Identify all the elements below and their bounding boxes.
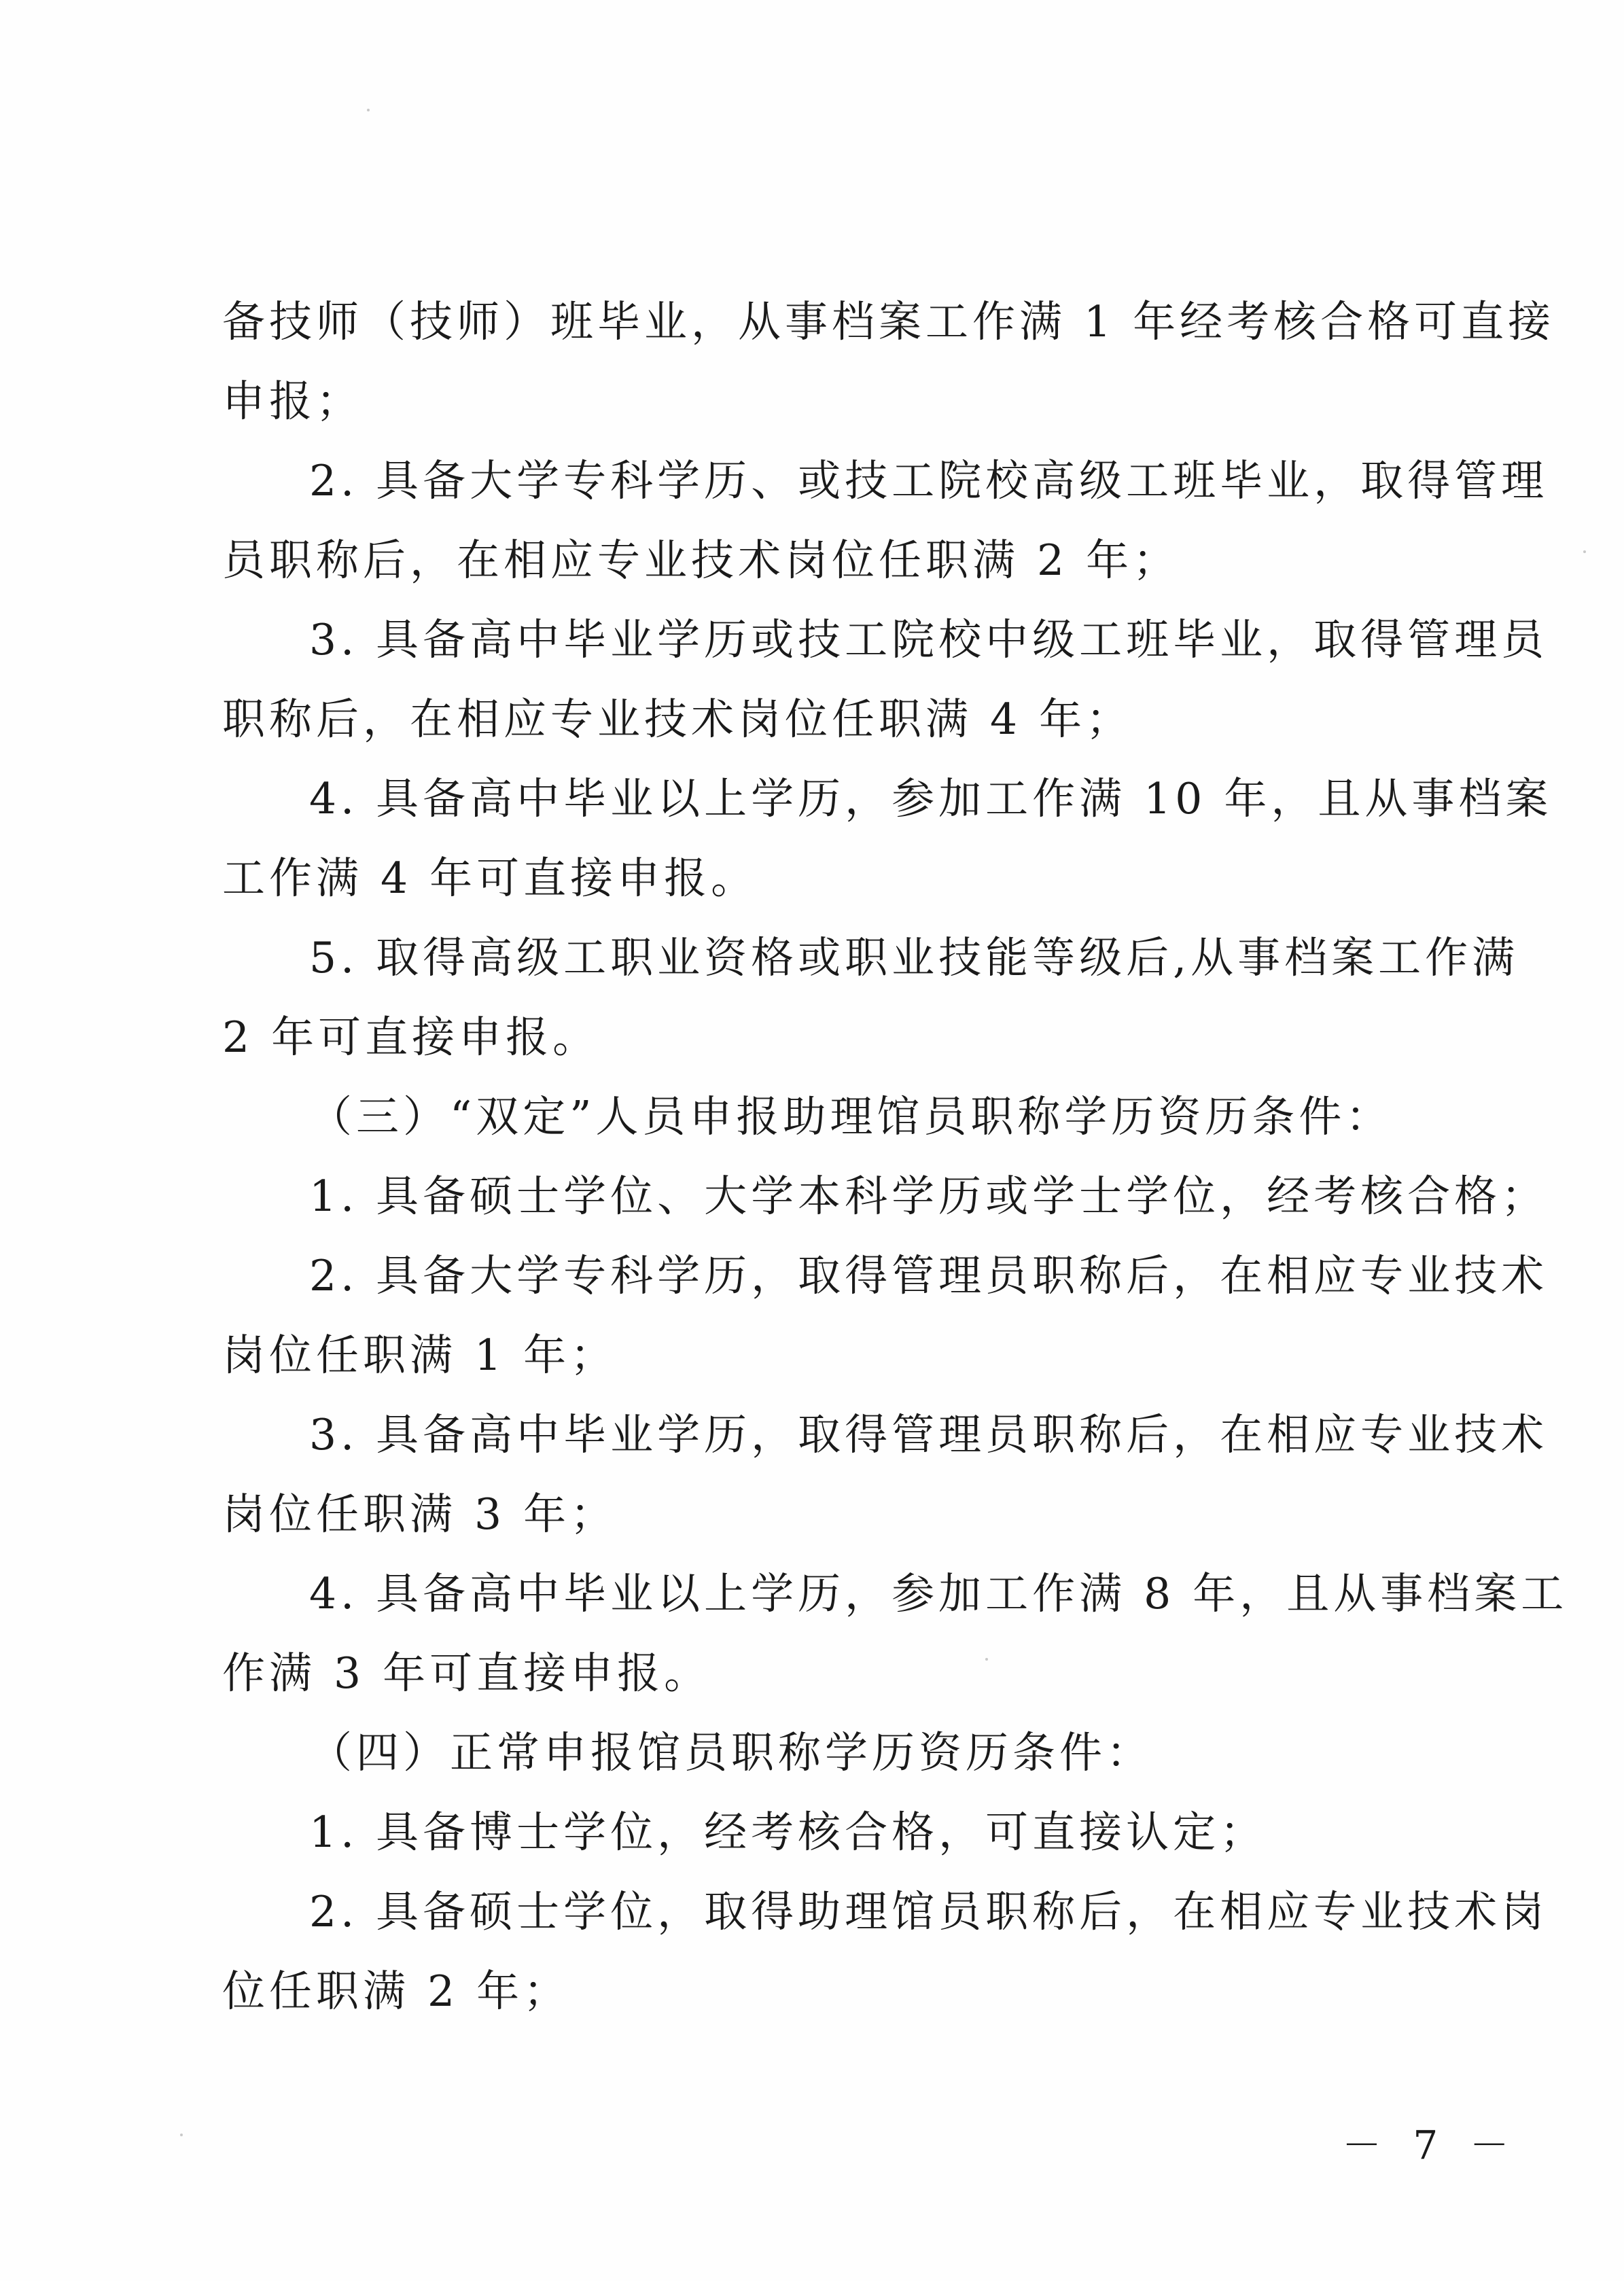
- text-line: 2. 具备硕士学位，取得助理馆员职称后，在相应专业技术岗: [309, 1887, 1549, 1937]
- text-line: （四）正常申报馆员职称学历资历条件：: [309, 1728, 1153, 1778]
- text-line: 3. 具备高中毕业学历或技工院校中级工班毕业，取得管理员: [309, 615, 1549, 665]
- text-line: 2. 具备大学专科学历、或技工院校高级工班毕业，取得管理: [309, 456, 1549, 506]
- text-line: 4. 具备高中毕业以上学历，参加工作满 8 年，且从事档案工: [309, 1569, 1568, 1619]
- text-line: 5. 取得高级工职业资格或职业技能等级后,从事档案工作满: [309, 933, 1519, 983]
- text-line: 岗位任职满 3 年；: [222, 1489, 618, 1539]
- page-number: － 7 －: [1342, 2122, 1519, 2168]
- text-line: （三）“双定”人员申报助理馆员职称学历资历条件：: [309, 1092, 1393, 1142]
- text-line: 工作满 4 年可直接申报。: [222, 853, 758, 903]
- body-text: [222, 282, 1568, 2031]
- text-line: 岗位任职满 1 年；: [222, 1330, 618, 1380]
- text-line: 1. 具备博士学位，经考核合格，可直接认定；: [309, 1807, 1267, 1857]
- text-line: 1. 具备硕士学位、大学本科学历或学士学位，经考核合格；: [309, 1171, 1549, 1221]
- scan-speck: [367, 109, 370, 111]
- text-line: 备技师（技师）班毕业，从事档案工作满 1 年经考核合格可直接: [222, 297, 1555, 347]
- text-line: 4. 具备高中毕业以上学历，参加工作满 10 年，且从事档案: [309, 774, 1553, 824]
- text-line: 申报；: [222, 376, 363, 426]
- text-line: 2. 具备大学专科学历，取得管理员职称后，在相应专业技术: [309, 1251, 1549, 1301]
- text-line: 位任职满 2 年；: [222, 1966, 571, 2016]
- text-line: 3. 具备高中毕业学历，取得管理员职称后，在相应专业技术: [309, 1410, 1549, 1460]
- text-line: 员职称后，在相应专业技术岗位任职满 2 年；: [222, 535, 1180, 585]
- text-line: 作满 3 年可直接申报。: [222, 1648, 711, 1698]
- scan-speck: [180, 2134, 183, 2136]
- scan-speck: [1583, 550, 1586, 553]
- text-line: 职称后，在相应专业技术岗位任职满 4 年；: [222, 694, 1133, 744]
- text-line: 2 年可直接申报。: [222, 1012, 600, 1062]
